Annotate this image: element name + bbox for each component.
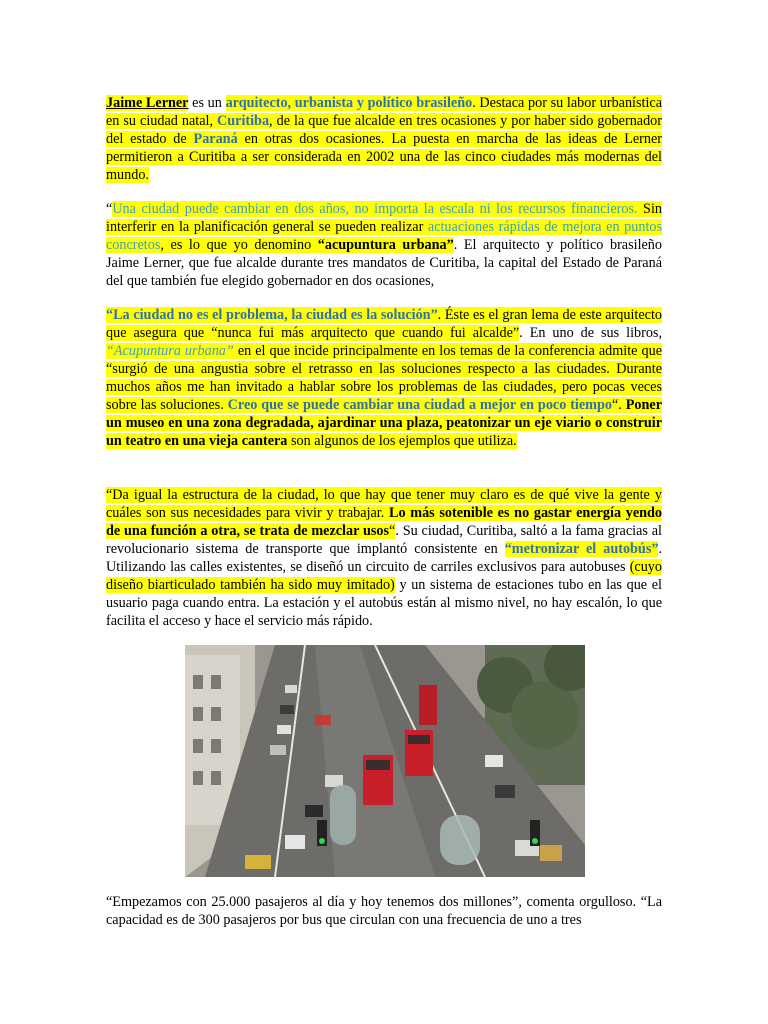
text-span: La puesta en marcha de las ideas de Lerner permitieron a Curitiba a ser considerada en 2002 una de las cinco ciudades más modernas del mundo.	[106, 131, 662, 183]
text-span: . Éste es el gran lema de este arquitecto que asegura que “nunca fui más arquitecto que cuando fui alcalde”	[106, 307, 663, 341]
text-span: , es lo que yo denomino	[160, 237, 318, 253]
paragraph-transporte	[106, 486, 662, 630]
text-span: en otras dos ocasiones.	[237, 131, 392, 147]
paragraph-acupuntura	[106, 200, 662, 290]
biarticulado-note: (cuyo diseño biarticulado también ha sido muy imitado)	[106, 559, 662, 593]
street-illustration	[185, 645, 585, 877]
quote-actuaciones: actuaciones rápidas de mejora en puntos concretos	[106, 219, 662, 253]
text-span: , de la que fue alcalde en tres ocasiones y por haber sido gobernador del estado de	[106, 113, 662, 147]
paragraph-lema	[106, 306, 662, 450]
text-span: Sin interferir en la planificación general se pueden realizar	[106, 201, 662, 235]
text-span: . El arquitecto y político brasileño Jaime Lerner, que fue alcalde durante tres mandatos de Curitiba, la capital del Estado de Paraná del que también fue elegido gobernador en dos ocasiones,	[106, 237, 662, 289]
text-span: es un	[188, 95, 226, 111]
curitiba-street-photo	[185, 645, 585, 877]
paragraph-intro	[106, 94, 662, 184]
text-span: . En uno de sus libros,	[519, 325, 662, 341]
text-span: “	[106, 201, 113, 217]
text-span: “Da igual la estructura de la ciudad, lo que hay que tener muy claro es de qué vive la gente y cuáles son sus necesidades para vivir y trabajar.	[106, 487, 662, 521]
text-span: y un sistema de estaciones tubo en las que el usuario paga cuando entra. La estación y el autobús están al mismo nivel, no hay escalón, lo que facilita el acceso y hace el servicio más rápido.	[106, 577, 662, 629]
text-span: . Su ciudad, Curitiba, saltó a la fama gracias al revolucionario sistema de transporte que implantó consistente en	[106, 523, 662, 557]
text-span: . Destaca por su labor urbanística en su ciudad natal,	[106, 95, 662, 129]
text-span: . Utilizando las calles existentes, se diseñó un circuito de carriles exclusivos para autobuses	[106, 541, 662, 575]
text-span: “	[389, 523, 396, 539]
quote-cambiar: Una ciudad puede cambiar en dos años, no importa la escala ni los recursos financieros.	[112, 201, 638, 217]
link-arquitecto[interactable]: arquitecto, urbanista y político brasileño	[225, 95, 473, 111]
link-parana[interactable]: Paraná	[193, 131, 238, 147]
examples-bold: Poner un museo en una zona degradada, ajardinar una plaza, peatonizar un eje viario o construir un teatro en una vieja cantera	[106, 397, 662, 449]
term-acupuntura-urbana: “acupuntura urbana”	[317, 237, 454, 253]
quote-lema: “La ciudad no es el problema, la ciudad es la solución”	[106, 307, 438, 323]
text-span: “Empezamos con 25.000 pasajeros al día y hoy tenemos dos millones”, comenta orgulloso. “La capacidad es de 300 pasajeros por bus que circulan con una frecuencia de uno a tres	[106, 894, 662, 928]
text-span: “.	[611, 397, 626, 413]
quote-metronizar: “metronizar el autobús”	[504, 541, 659, 557]
paragraph-pasajeros	[106, 893, 662, 929]
text-span: en el que incide principalmente en los temas de la conferencia admite que “surgió de una angustia sobre el retrasso en las soluciones respecto a las ciudades. Durante muchos años me han invitado a hablar sobre los problemas de las ciudades, pero pocas veces sobre las soluciones.	[106, 343, 662, 413]
sostenible-bold: Lo más sotenible es no gastar energía yendo de una función a otra, se trata de mezclar usos	[106, 505, 662, 539]
name-jaime-lerner: Jaime Lerner	[106, 95, 189, 111]
link-curitiba[interactable]: Curitiba	[217, 113, 270, 129]
book-title: “Acupuntura urbana”	[106, 343, 234, 359]
text-span: son algunos de los ejemplos que utiliza.	[287, 433, 517, 449]
quote-creo: Creo que se puede cambiar una ciudad a mejor en poco tiempo	[227, 397, 612, 413]
